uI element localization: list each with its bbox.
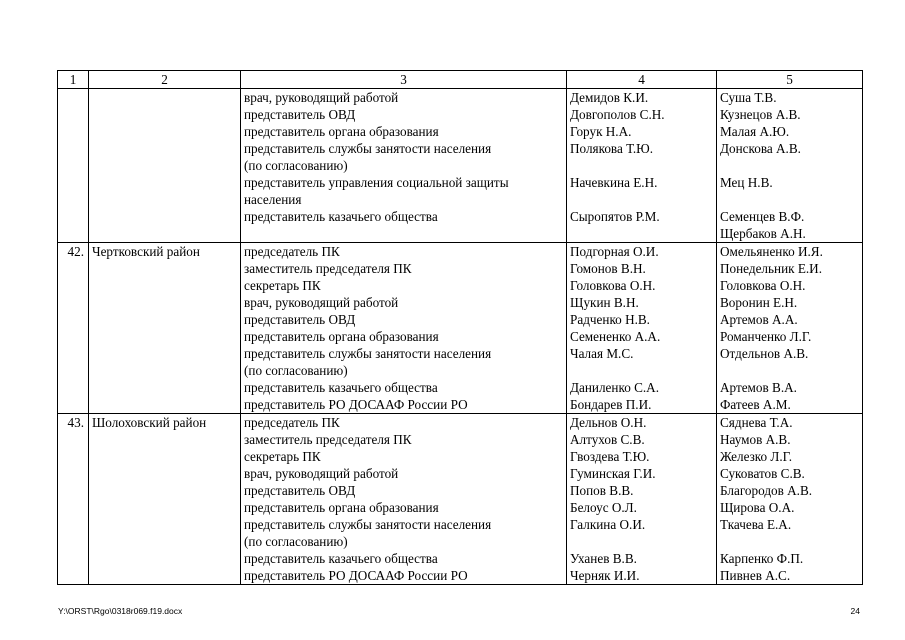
commission-role: врач, руководящий работой — [244, 90, 399, 105]
commission-role: представитель службы занятости населения — [244, 141, 492, 156]
commission-role-cell — [241, 414, 567, 585]
commission-role: секретарь ПК — [244, 449, 321, 464]
deputy-name: Малая А.Ю. — [720, 124, 790, 139]
row-number — [58, 89, 89, 243]
member-name: Галкина О.И. — [570, 517, 646, 532]
member-name — [570, 191, 713, 208]
member-name: Даниленко С.А. — [570, 380, 659, 395]
deputy-name: Благородов А.В. — [720, 483, 813, 498]
deputy-name — [720, 157, 859, 174]
commission-role: секретарь ПК — [244, 278, 321, 293]
member-name: Гвоздева Т.Ю. — [570, 449, 650, 464]
deputy-name: Омельяненко И.Я. — [720, 244, 823, 259]
header-cell-4: 4 — [567, 71, 717, 89]
member-name: Семененко А.А. — [570, 329, 661, 344]
deputy-name: Щирова О.А. — [720, 500, 795, 515]
commission-role: представитель службы занятости населения — [244, 517, 492, 532]
member-name: Алтухов С.В. — [570, 432, 645, 447]
commission-role — [244, 225, 563, 242]
deputy-name: Карпенко Ф.П. — [720, 551, 804, 566]
member-name: Белоус О.Л. — [570, 500, 637, 515]
commission-role: представитель органа образования — [244, 124, 439, 139]
deputy-name: Суковатов С.В. — [720, 466, 805, 481]
member-name: Чалая М.С. — [570, 346, 634, 361]
row-number: 43. — [58, 414, 89, 585]
header-cell-1: 1 — [58, 71, 89, 89]
commission-table — [57, 70, 863, 585]
district-name: Чертковский район — [89, 243, 241, 414]
commission-role: представитель РО ДОСААФ России РО — [244, 397, 468, 412]
member-name: Гуминская Г.И. — [570, 466, 656, 481]
district-name: Шолоховский район — [89, 414, 241, 585]
member-name — [570, 225, 713, 242]
deputy-name: Мец Н.В. — [720, 175, 773, 190]
member-name: Бондарев П.И. — [570, 397, 652, 412]
member-name: Уханев В.В. — [570, 551, 637, 566]
table-row — [58, 243, 863, 414]
commission-role: представитель службы занятости населения — [244, 346, 492, 361]
deputy-name: Щербаков А.Н. — [720, 226, 806, 241]
table-row — [58, 89, 863, 243]
commission-role: представитель РО ДОСААФ России РО — [244, 568, 468, 583]
commission-role: представитель ОВД — [244, 483, 356, 498]
deputy-name: Воронин Е.Н. — [720, 295, 798, 310]
member-name — [570, 533, 713, 550]
member-name: Сыропятов Р.М. — [570, 209, 660, 224]
deputy-name: Наумов А.В. — [720, 432, 791, 447]
commission-role: представитель казачьего общества — [244, 551, 438, 566]
district-name — [89, 89, 241, 243]
commission-role: представитель казачьего общества — [244, 209, 438, 224]
deputy-name: Ткачева Е.А. — [720, 517, 792, 532]
member-name: Черняк И.И. — [570, 568, 640, 583]
commission-role: председатель ПК — [244, 415, 340, 430]
deputy-name-cell — [717, 89, 863, 243]
header-cell-3: 3 — [241, 71, 567, 89]
member-name: Гомонов В.Н. — [570, 261, 646, 276]
commission-role: председатель ПК — [244, 244, 340, 259]
commission-role: (по согласованию) — [244, 158, 348, 173]
row-number: 42. — [58, 243, 89, 414]
member-name-cell — [567, 243, 717, 414]
commission-role: врач, руководящий работой — [244, 295, 399, 310]
commission-role-cell — [241, 89, 567, 243]
deputy-name-cell — [717, 243, 863, 414]
table-row — [58, 414, 863, 585]
commission-role: представитель ОВД — [244, 107, 356, 122]
member-name-cell — [567, 89, 717, 243]
footer-page-number: 24 — [850, 606, 860, 616]
deputy-name-cell — [717, 414, 863, 585]
commission-role: (по согласованию) — [244, 534, 348, 549]
deputy-name: Романченко Л.Г. — [720, 329, 812, 344]
commission-role: заместитель председателя ПК — [244, 432, 412, 447]
commission-role: представитель органа образования — [244, 329, 439, 344]
member-name: Полякова Т.Ю. — [570, 141, 654, 156]
member-name-cell — [567, 414, 717, 585]
deputy-name: Кузнецов А.В. — [720, 107, 801, 122]
member-name: Попов В.В. — [570, 483, 634, 498]
deputy-name — [720, 362, 859, 379]
header-cell-5: 5 — [717, 71, 863, 89]
deputy-name: Железко Л.Г. — [720, 449, 793, 464]
commission-role: заместитель председателя ПК — [244, 261, 412, 276]
member-name: Подгорная О.И. — [570, 244, 659, 259]
deputy-name: Артемов В.А. — [720, 380, 797, 395]
deputy-name: Семенцев В.Ф. — [720, 209, 805, 224]
commission-role: населения — [244, 192, 302, 207]
deputy-name: Суша Т.В. — [720, 90, 777, 105]
commission-role-cell — [241, 243, 567, 414]
deputy-name: Артемов А.А. — [720, 312, 798, 327]
member-name: Начевкина Е.Н. — [570, 175, 658, 190]
deputy-name: Донскова А.В. — [720, 141, 801, 156]
member-name: Головкова О.Н. — [570, 278, 656, 293]
deputy-name: Фатеев А.М. — [720, 397, 791, 412]
header-row — [58, 71, 863, 89]
member-name: Довгополов С.Н. — [570, 107, 665, 122]
member-name: Горук Н.А. — [570, 124, 632, 139]
deputy-name — [720, 533, 859, 550]
member-name: Щукин В.Н. — [570, 295, 639, 310]
deputy-name: Головкова О.Н. — [720, 278, 806, 293]
member-name: Демидов К.И. — [570, 90, 649, 105]
member-name — [570, 362, 713, 379]
commission-role: представитель ОВД — [244, 312, 356, 327]
commission-role: врач, руководящий работой — [244, 466, 399, 481]
deputy-name: Понедельник Е.И. — [720, 261, 823, 276]
header-cell-2: 2 — [89, 71, 241, 89]
commission-role: представитель органа образования — [244, 500, 439, 515]
member-name: Дельнов О.Н. — [570, 415, 647, 430]
deputy-name — [720, 191, 859, 208]
footer-file-path: Y:\ORST\Rgo\0318r069.f19.docx — [58, 606, 183, 616]
commission-role: (по согласованию) — [244, 363, 348, 378]
member-name: Радченко Н.В. — [570, 312, 650, 327]
member-name — [570, 157, 713, 174]
commission-role: представитель управления социальной защиты — [244, 175, 509, 190]
commission-role: представитель казачьего общества — [244, 380, 438, 395]
deputy-name: Пивнев А.С. — [720, 568, 791, 583]
deputy-name: Сяднева Т.А. — [720, 415, 793, 430]
deputy-name: Отдельнов А.В. — [720, 346, 809, 361]
